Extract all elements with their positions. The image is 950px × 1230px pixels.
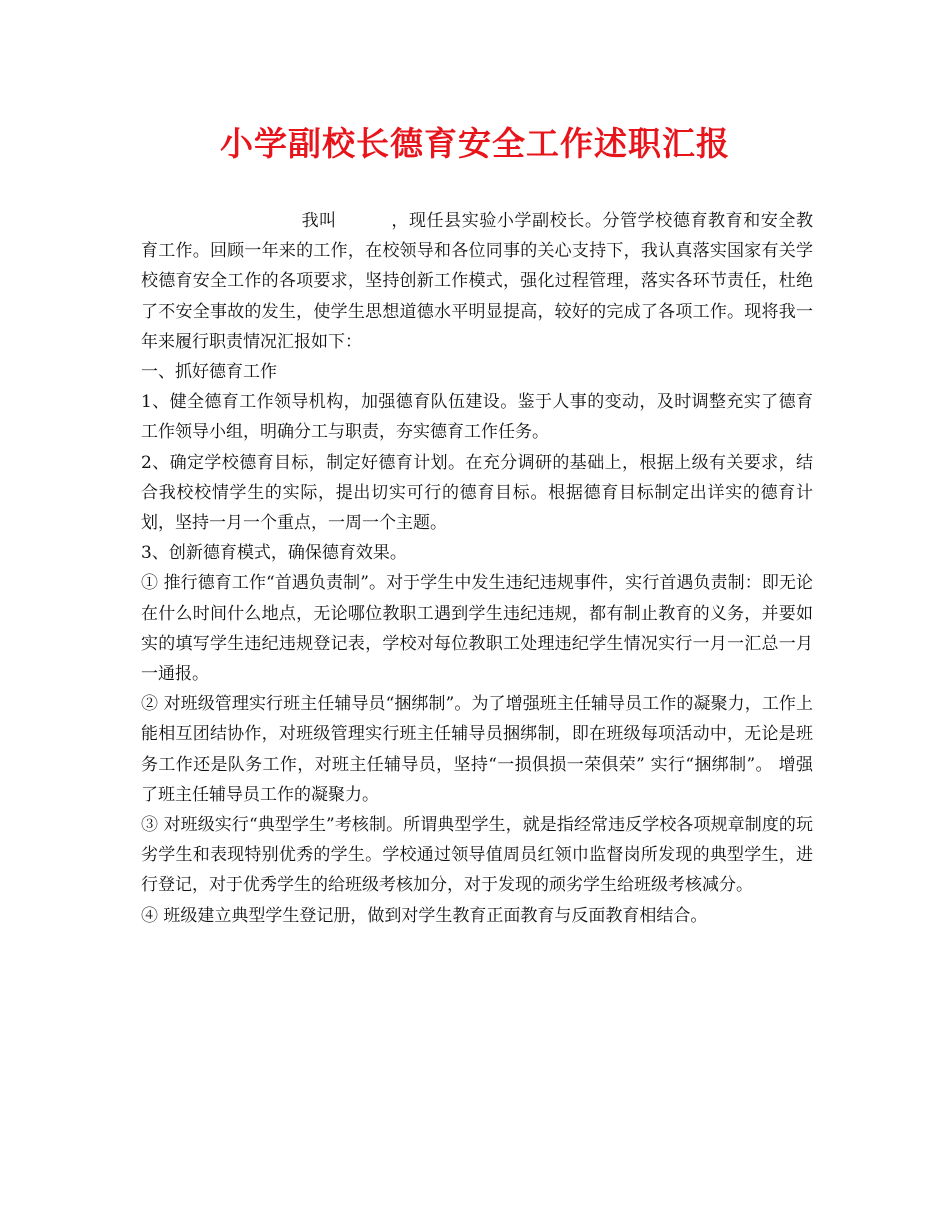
sub-item-3: ③ 对班级实行“典型学生”考核制。所谓典型学生，就是指经常违反学校各项规章制度的玩劣学生和表现特别优秀的学生。学校通过领导值周员红领巾监督岗所发现的典型学生，进行登记，对于优秀学生的给班级考核加分，对于发现的顽劣学生给班级考核减分。 xyxy=(141,815,813,896)
item-1: 1、健全德育工作领导机构，加强德育队伍建设。鉴于人事的变动，及时调整充实了德育工作领导小组，明确分工与职责，夯实德育工作任务。 xyxy=(141,392,813,443)
sub-item-1: ① 推行德育工作“首遇负责制”。对于学生中发生违纪违规事件，实行首遇负责制：即无论在什么时间什么地点，无论哪位教职工遇到学生违纪违规，都有制止教育的义务，并要如实的填写学生违纪违规登记表，学校对每位教职工处理违纪学生情况实行一月一汇总一月一通报。 xyxy=(141,573,813,685)
intro-paragraph xyxy=(141,206,813,357)
document-title: 小学副校长德育安全工作述职汇报 xyxy=(220,124,730,163)
sub-item-2: ② 对班级管理实行班主任辅导员“捆绑制”。为了增强班主任辅导员工作的凝聚力，工作上能相互团结协作，对班级管理实行班主任辅导员捆绑制，即在班级每项活动中，无论是班务工作还是队务工作，对班主任辅导员，坚持“一损俱损一荣俱荣” 实行“捆绑制”。 增强了班主任辅导员工作的凝聚力。 xyxy=(141,694,813,805)
document-body xyxy=(141,206,813,931)
intro-part1: 我叫 xyxy=(301,211,337,231)
sub-item-4: ④ 班级建立典型学生登记册，做到对学生教育正面教育与反面教育相结合。 xyxy=(141,905,708,926)
item-2: 2、确定学校德育目标，制定好德育计划。在充分调研的基础上，根据上级有关要求，结合我校校情学生的实际，提出切实可行的德育目标。根据德育目标制定出详实的德育计划，坚持一月一个重点，一周一个主题。 xyxy=(141,452,813,534)
intro-part2: ，现任县实验小学副校长。分管学校德育教育和安全教育工作。回顾一年来的工作，在校领导和各位同事的关心支持下，我认真落实国家有关学校德育安全工作的各项要求，坚持创新工作模式，强化过程管理，落实各环节责任，杜绝了不安全事故的发生，使学生思想道德水平明显提高，较好的完成了各项工作。现将我一年来履行职责情况汇报如下： xyxy=(141,211,814,352)
item-3: 3、创新德育模式，确保德育效果。 xyxy=(141,543,407,564)
section-heading-1: 一、抓好德育工作 xyxy=(141,362,277,383)
